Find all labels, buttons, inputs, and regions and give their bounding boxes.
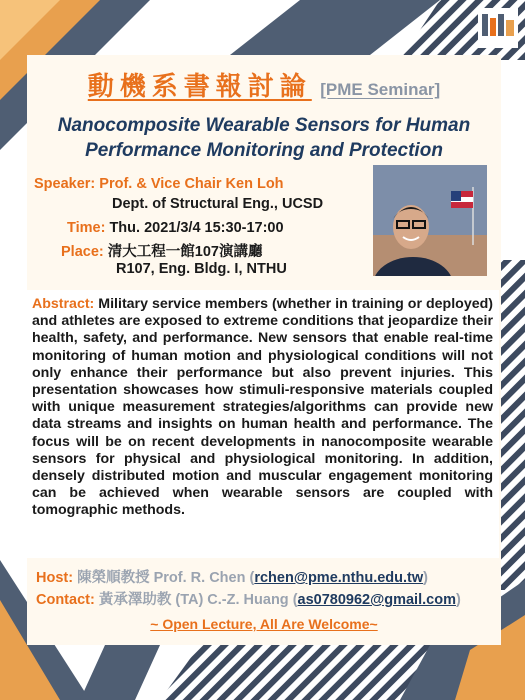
seminar-heading [27,66,501,103]
talk-title-line2: Performance Monitoring and Protection [85,140,443,161]
speaker-name: Prof. & Vice Chair Ken Loh [99,176,284,192]
speaker-label: Speaker: [34,176,96,192]
host-row: Host: 陳榮順教授 Prof. R. Chen (rchen@pme.nthu.edu.tw) [36,570,428,586]
contact-name: 黃承澤助教 (TA) C.-Z. Huang [98,592,289,608]
time-row [67,220,284,236]
host-label: Host: [36,570,74,586]
contact-email-link[interactable]: as0780962@gmail.com [297,592,456,608]
talk-title [27,113,501,163]
contact-label: Contact: [36,592,95,608]
talk-title-line1: Nanocomposite Wearable Sensors for Human [57,115,471,136]
bottom-mid-navy [80,645,160,700]
host-email-link[interactable]: rchen@pme.nthu.edu.tw [254,570,424,586]
speaker-photo [373,165,487,276]
contact-row: Contact: 黃承澤助教 (TA) C.-Z. Huang (as0780962@gmail.com) [36,592,461,608]
abstract-paragraph [26,290,499,520]
seminar-title-cn: 動機系書報討論 [87,72,312,102]
open-lecture-note: ~ Open Lecture, All Are Welcome~ [150,616,378,632]
contacts [36,566,461,609]
speaker-row [34,176,284,192]
place-label: Place: [61,244,104,260]
place-row [61,240,262,261]
pme-logo-icon [478,8,518,48]
time-label: Time: [67,220,106,236]
place-cn: 清大工程一館107演講廳 [107,244,263,260]
right-stripes [500,260,525,590]
abstract-box [26,290,499,558]
time-value: Thu. 2021/3/4 15:30-17:00 [109,220,284,236]
abstract-label: Abstract: [32,296,95,312]
seminar-title-en: [PME Seminar] [320,80,441,99]
top-navy-band [230,0,440,55]
speaker-dept: Dept. of Structural Eng., UCSD [112,196,324,212]
place-en: R107, Eng. Bldg. I, NTHU [116,261,287,277]
abstract-text: Military service members (whether in training or deployed) and athletes are exposed to extreme conditions that jeopardize their health, safety, and performance. New sensors that enable real-time monitoring of human motion and physiological conditions will not only enhance their performance but also prevent injuries. This presentation showcases how stimuli-responsive materials coupled with unique measurement strategies/algorithms can provide new data streams and insights on human health and performance. The focus will be on recent developments in nanocomposite wearable sensors for physical and physiological monitoring. In addition, densely distributed motion and muscular engagement monitoring can be achieved when wearable sensors are coupled with tomographic methods. [32,296,493,519]
host-name: 陳榮順教授 Prof. R. Chen [77,570,246,586]
